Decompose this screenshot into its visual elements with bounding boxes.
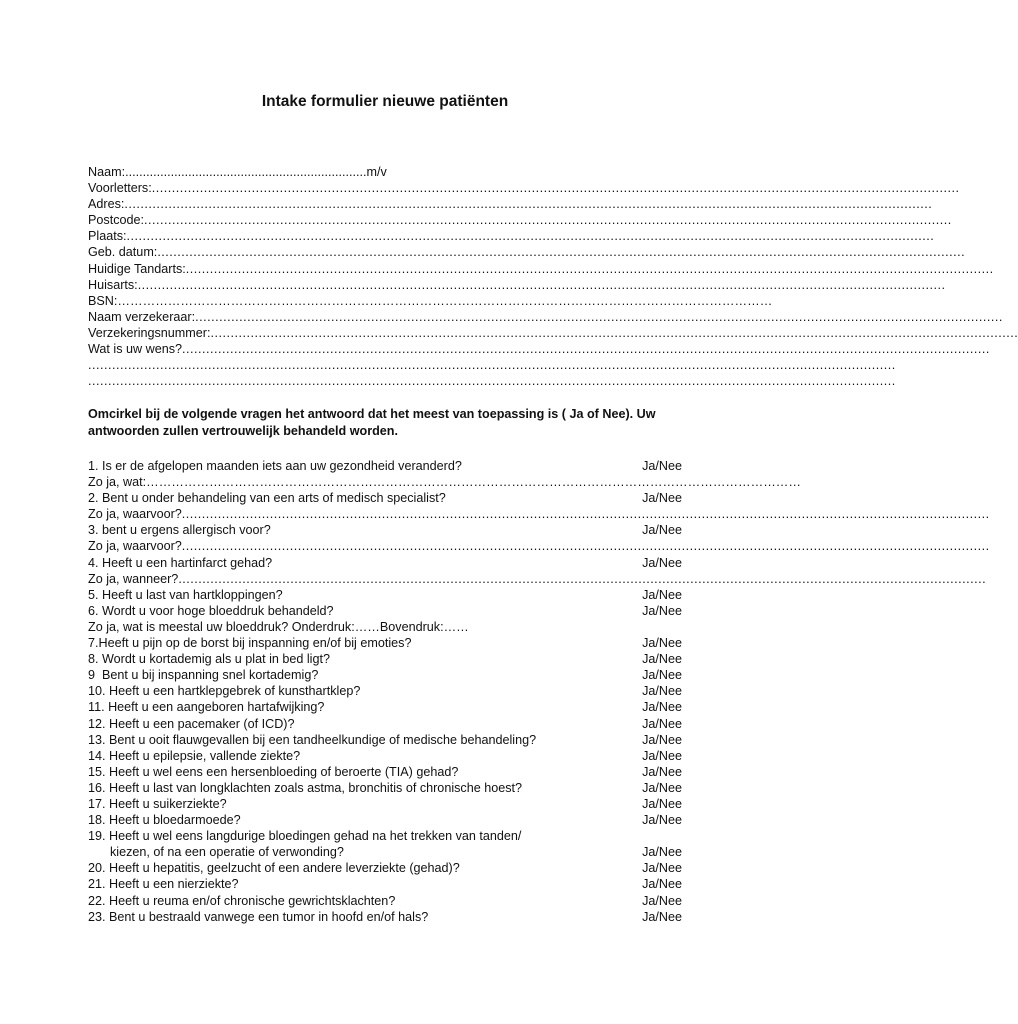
answer-option[interactable]: Ja/Nee <box>642 459 682 473</box>
question-8 <box>88 651 682 667</box>
answer-option[interactable]: Ja/Nee <box>642 523 682 538</box>
answer-option[interactable]: Ja/Nee <box>642 861 682 876</box>
followup-label: Zo ja, waarvoor? <box>88 507 182 522</box>
question-text: 8. Wordt u kortademig als u plat in bed ligt? <box>88 652 330 667</box>
answer-option[interactable]: Ja/Nee <box>642 877 682 892</box>
question-text: 2. Bent u onder behandeling van een arts of medisch specialist? <box>88 491 446 506</box>
tandarts-dots: .......................................................................................................................................................................................................... <box>185 261 994 276</box>
answer-option[interactable]: Ja/Nee <box>642 748 682 763</box>
question-6 <box>88 603 682 619</box>
naam-label: Naam: <box>88 165 126 179</box>
wens-dots: .......................................................................................................................................................................................................... <box>182 342 990 357</box>
tandarts-field[interactable] <box>88 261 994 277</box>
question-20 <box>88 860 682 876</box>
verzekeringsnummer-field[interactable] <box>88 325 1018 341</box>
postcode-label: Postcode: <box>88 213 145 228</box>
followup-dots: .......................................................................................................................................................................................................... <box>181 507 990 522</box>
wens-line-2[interactable] <box>88 357 896 373</box>
question-10 <box>88 683 682 699</box>
followup-label: Zo ja, wat: <box>88 475 147 490</box>
verzekeraar-label: Naam verzekeraar: <box>88 309 196 324</box>
adres-dots: .......................................................................................................................................................................................................... <box>124 197 933 212</box>
question-4 <box>88 555 682 571</box>
question-text: 23. Bent u bestraald vanwege een tumor in hoofd en/of hals? <box>88 909 429 924</box>
question-5 <box>88 587 682 603</box>
question-3 <box>88 522 682 538</box>
huisarts-label: Huisarts: <box>88 277 138 292</box>
question-text: 21. Heeft u een nierziekte? <box>88 877 239 892</box>
huisarts-dots: .......................................................................................................................................................................................................... <box>137 277 946 292</box>
plaats-label: Plaats: <box>88 229 127 244</box>
tandarts-label: Huidige Tandarts: <box>88 261 186 276</box>
answer-option[interactable]: Ja/Nee <box>642 684 682 699</box>
question-3-followup[interactable] <box>88 538 990 554</box>
question-text: 17. Heeft u suikerziekte? <box>88 796 227 811</box>
question-text: 22. Heeft u reuma en/of chronische gewrichtsklachten? <box>88 893 396 908</box>
answer-option[interactable]: Ja/Nee <box>642 603 682 618</box>
question-text: 6. Wordt u voor hoge bloeddruk behandeld? <box>88 603 334 618</box>
question-2-followup[interactable] <box>88 506 990 522</box>
wens-dots-3: .......................................................................................................................................................................................................... <box>88 374 896 389</box>
personal-details-section <box>88 164 1018 389</box>
geb-datum-label: Geb. datum: <box>88 245 158 260</box>
question-18 <box>88 812 682 828</box>
geb-datum-dots: .......................................................................................................................................................................................................... <box>157 245 966 260</box>
bsn-dots: ………………………………………………………………………………………………………………………………………… <box>117 293 773 308</box>
answer-option[interactable]: Ja/Nee <box>642 700 682 715</box>
question-22 <box>88 893 682 909</box>
question-1 <box>88 458 682 474</box>
geb-datum-field[interactable] <box>88 244 966 260</box>
question-2 <box>88 490 682 506</box>
question-19 <box>88 828 682 844</box>
followup-dots: .......................................................................................................................................................................................................... <box>178 571 987 586</box>
question-text: 18. Heeft u bloedarmoede? <box>88 813 241 828</box>
wens-field[interactable] <box>88 341 990 357</box>
answer-option[interactable]: Ja/Nee <box>642 845 682 860</box>
answer-option[interactable]: Ja/Nee <box>642 732 682 747</box>
question-text: 14. Heeft u epilepsie, vallende ziekte? <box>88 748 301 763</box>
huisarts-field[interactable] <box>88 277 946 293</box>
question-text: 9 Bent u bij inspanning snel kortademig? <box>88 668 319 683</box>
question-16 <box>88 780 682 796</box>
question-text: 10. Heeft u een hartklepgebrek of kunsthartklep? <box>88 684 361 699</box>
answer-option[interactable]: Ja/Nee <box>642 555 682 570</box>
voorletters-label: Voorletters: <box>88 181 152 196</box>
question-text: 19. Heeft u wel eens langdurige bloedingen gehad na het trekken van tanden/ <box>88 829 522 844</box>
voorletters-dots: .......................................................................................................................................................................................................... <box>151 181 960 196</box>
question-17 <box>88 796 682 812</box>
question-19-continued <box>88 844 682 860</box>
question-text: 1. Is er de afgelopen maanden iets aan uw gezondheid veranderd? <box>88 459 462 473</box>
bsn-field[interactable] <box>88 293 773 309</box>
verzekeraar-field[interactable] <box>88 309 1003 325</box>
plaats-field[interactable] <box>88 228 935 244</box>
question-4-followup[interactable] <box>88 571 987 587</box>
question-15 <box>88 764 682 780</box>
question-6-followup[interactable] <box>88 619 682 635</box>
question-text: 13. Bent u ooit flauwgevallen bij een tandheelkundige of medische behandeling? <box>88 732 537 747</box>
adres-label: Adres: <box>88 197 125 212</box>
question-9 <box>88 667 682 683</box>
verzekeraar-dots: .......................................................................................................................................................................................................... <box>195 309 1003 324</box>
question-14 <box>88 748 682 764</box>
question-text: 11. Heeft u een aangeboren hartafwijking? <box>88 700 325 715</box>
wens-line-3[interactable] <box>88 373 896 389</box>
answer-option[interactable]: Ja/Nee <box>642 813 682 828</box>
question-text: 3. bent u ergens allergisch voor? <box>88 523 271 538</box>
question-11 <box>88 699 682 715</box>
answer-option[interactable]: Ja/Nee <box>642 796 682 811</box>
wens-dots-2: .......................................................................................................................................................................................................... <box>88 358 896 373</box>
followup-dots: .......................................................................................................................................................................................................... <box>181 539 990 554</box>
naam-dots: ..................................................................... <box>125 165 367 179</box>
adres-field[interactable] <box>88 196 933 212</box>
question-text: 12. Heeft u een pacemaker (of ICD)? <box>88 716 295 731</box>
question-23 <box>88 909 682 925</box>
wens-label: Wat is uw wens? <box>88 342 183 357</box>
answer-option[interactable]: Ja/Nee <box>642 909 682 924</box>
answer-option[interactable]: Ja/Nee <box>642 716 682 731</box>
answer-option[interactable]: Ja/Nee <box>642 780 682 795</box>
naam-field[interactable] <box>88 164 682 180</box>
answer-option[interactable]: Ja/Nee <box>642 636 682 651</box>
bsn-label: BSN: <box>88 293 118 308</box>
answer-option[interactable]: Ja/Nee <box>642 893 682 908</box>
question-text: 16. Heeft u last van longklachten zoals astma, bronchitis of chronische hoest? <box>88 780 523 795</box>
question-7 <box>88 635 682 651</box>
question-text: 4. Heeft u een hartinfarct gehad? <box>88 555 273 570</box>
followup-label: Zo ja, waarvoor? <box>88 539 182 554</box>
answer-option[interactable]: Ja/Nee <box>642 668 682 683</box>
followup-label: Zo ja, wanneer? <box>88 571 179 586</box>
question-text: 7.Heeft u pijn op de borst bij inspanning en/of bij emoties? <box>88 636 412 651</box>
question-13 <box>88 732 682 748</box>
gender-option[interactable]: m/v <box>366 165 387 179</box>
postcode-dots: .......................................................................................................................................................................................................... <box>144 213 952 228</box>
verzekeringsnummer-label: Verzekeringsnummer: <box>88 325 211 340</box>
plaats-dots: .......................................................................................................................................................................................................... <box>126 229 935 244</box>
question-text: 5. Heeft u last van hartkloppingen? <box>88 587 283 602</box>
question-text: 15. Heeft u wel eens een hersenbloeding of beroerte (TIA) gehad? <box>88 764 459 779</box>
question-text: 20. Heeft u hepatitis, geelzucht of een andere leverziekte (gehad)? <box>88 861 460 876</box>
question-1-followup[interactable] <box>88 474 801 490</box>
followup-label: Zo ja, wat is meestal uw bloeddruk? Onderdruk:……Bovendruk:…… <box>88 619 469 634</box>
voorletters-field[interactable] <box>88 180 960 196</box>
answer-option[interactable]: Ja/Nee <box>642 652 682 667</box>
postcode-field[interactable] <box>88 212 952 228</box>
question-text: kiezen, of na een operatie of verwonding? <box>110 845 344 860</box>
answer-option[interactable]: Ja/Nee <box>642 764 682 779</box>
answer-option[interactable]: Ja/Nee <box>642 491 682 506</box>
question-12 <box>88 716 682 732</box>
page-title: Intake formulier nieuwe patiënten <box>261 93 509 110</box>
followup-dots: ………………………………………………………………………………………………………………………………………… <box>146 475 801 490</box>
instructions-text: Omcirkel bij de volgende vragen het antwoord dat het meest van toepassing is ( Ja of Nee). Uw antwoorden zullen vertrouwelijk behandeld worden. <box>88 407 656 438</box>
questions-section <box>88 458 990 925</box>
question-21 <box>88 876 682 892</box>
answer-option[interactable]: Ja/Nee <box>642 587 682 602</box>
verzekeringsnummer-dots: .......................................................................................................................................................................................................... <box>210 325 1018 340</box>
